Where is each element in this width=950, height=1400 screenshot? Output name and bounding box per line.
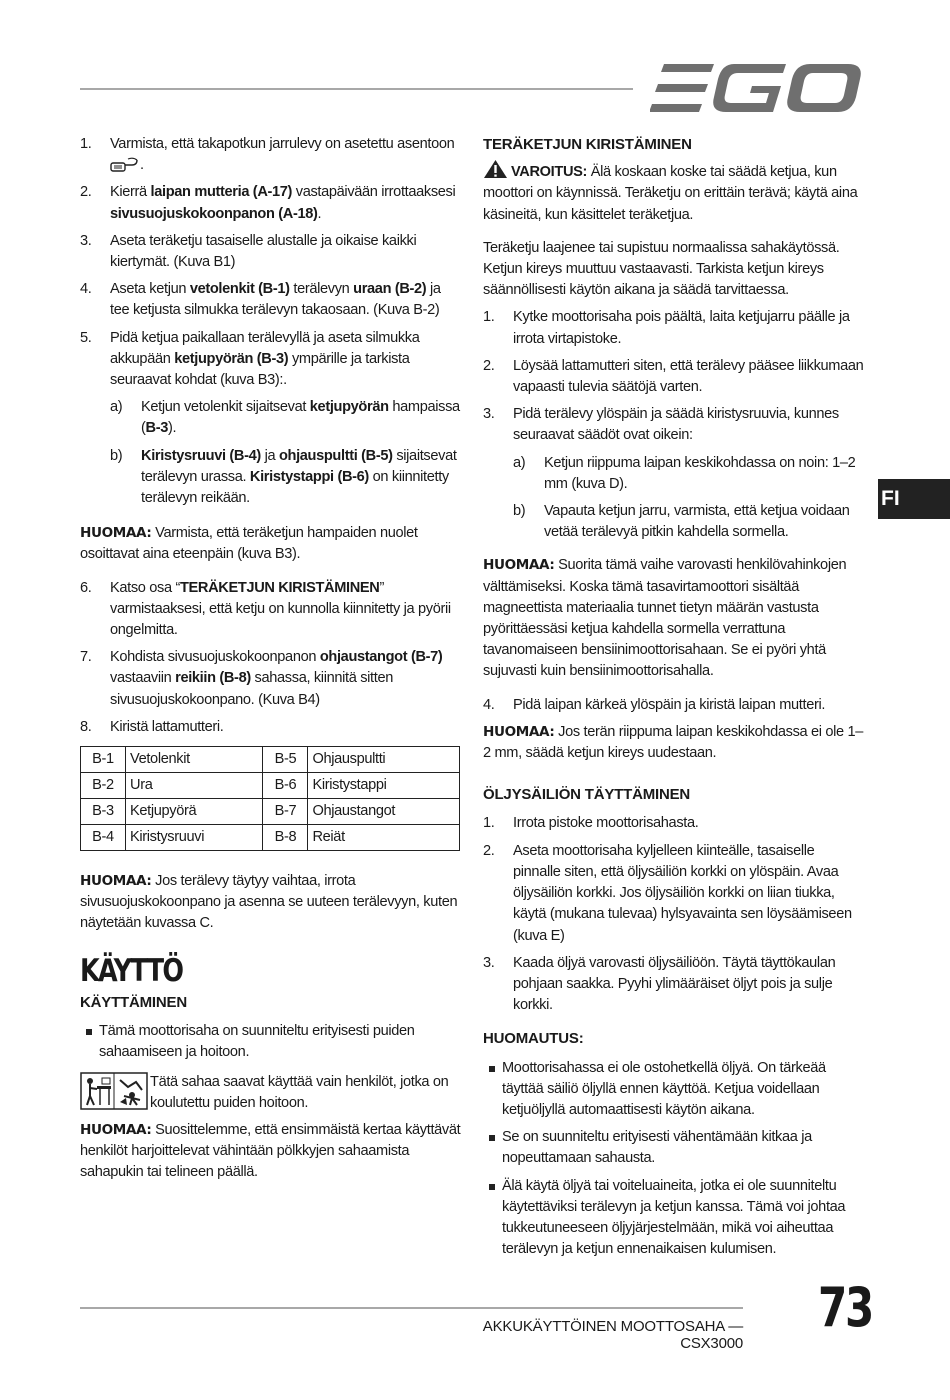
list-item: 8. Kiristä lattamutteri.: [80, 718, 224, 735]
parts-table: [80, 746, 460, 851]
list-item: a) Ketjun riippuma laipan keskikohdassa on noin: 1–2 mm (kuva D).: [513, 454, 856, 492]
list-item: Älä käytä öljyä tai voiteluaineita, jotka ei ole suunniteltu käytettäviksi terälevyn ja ketjun kanssa. Tämä voi johtaa tukkeutuneeseen öljyjärjestelmään, mikä voi aiheuttaa terälevyn ja ketjun ennenaikaisen kulumisen.: [483, 1176, 865, 1261]
note: HUOMAA: Varmista, että teräketjun hampaiden nuolet osoittavat aina eteenpäin (kuva B3).: [80, 525, 418, 563]
footer-title: AKKUKÄYTTÖINEN MOOTTOSAHA — CSX3000: [482, 1318, 743, 1352]
list-item: [80, 328, 462, 516]
tension-steps: [483, 307, 865, 549]
note: HUOMAA: Suosittelemme, että ensimmäistä kertaa käyttävät henkilöt harjoittelevat vähintään pölkkyjen sahaamista sahapukin tai telineen päällä.: [80, 1121, 461, 1181]
assembly-steps-continued: [80, 578, 462, 738]
step-number: 5.: [80, 329, 92, 346]
subsection-title: KÄYTTÄMINEN: [80, 993, 187, 1011]
step-number: 1.: [80, 136, 92, 152]
ego-logo: [650, 62, 862, 114]
step-number: 3.: [80, 232, 92, 249]
list-item: 7. Kohdista sivusuojuskokoonpanon ohjaustangot (B-7) vastaaviin reikiin (B-8) sahassa, kiinnitä sitten sivusuojuskokoonpano. (Kuva B4): [80, 649, 443, 708]
list-item: Tämä moottorisaha on suunniteltu erityisesti puiden sahaamiseen ja hoitoon.: [80, 1021, 462, 1063]
left-column: [80, 134, 462, 1190]
list-item: Se on suunniteltu erityisesti vähentämään kitkaa ja nopeuttamaan sahausta.: [483, 1127, 865, 1169]
list-item: b) Vapauta ketjun jarru, varmista, että ketjua voidaan vetää terälevyä pitkin kahdella sormella.: [513, 503, 850, 541]
step-text: Aseta ketjun vetolenkit (B-1) terälevyn uraan (B-2) ja tee ketjusta silmukka terälevyn takaosaan. (Kuva B-2): [110, 281, 441, 319]
list-item: b) Kiristysruuvi (B-4) ja ohjauspultti (B-5) sijaitsevat terälevyn urassa. Kiristystappi (B-6) on kiinnitetty terälevyn reikään.: [110, 447, 457, 507]
sub-steps: [110, 397, 462, 509]
bullet-icon: [483, 1058, 502, 1122]
bullet-list: [80, 1021, 462, 1063]
step-text: Pidä ketjua paikallaan terälevyllä ja aseta silmukka akkupään ketjupyörän (B-3) ympärille ja tarkista seuraavat kohdat (kuva B3):. a) Ketjun vetolenkit sijaitsevat ketjupyörän hampaissa (B-3). b) Kiristysruuvi (B-4) ja ohjauspultti (B-5) sijaitsevat terälevyn urassa. Kiristystappi (B-6) on kiinnitetty terälevyn reikään.: [110, 328, 462, 516]
step-text: Kierrä laipan mutteria (A-17) vastapäivään irrottaaksesi sivusuojuskokoonpanon (A-18).: [110, 184, 456, 222]
step-text: Aseta teräketju tasaiselle alustalle ja oikaise kaikki kiertymät. (Kuva B1): [110, 232, 417, 271]
warning-icon: [483, 159, 508, 179]
bullet-list: [483, 1058, 865, 1261]
section-title-oil: ÖLJYSÄILIÖN TÄYTTÄMINEN: [483, 786, 691, 804]
table-row: B-4 Kiristysruuvi B-8 Reiät: [81, 825, 460, 851]
note: HUOMAA: Jos terälevy täytyy vaihtaa, irrota sivusuojuskokoonpano ja asenna se uuteen terälevyyn, kuten näytetään kuvassa C.: [80, 873, 458, 932]
footer-rule: [80, 1307, 743, 1309]
list-item: [80, 231, 462, 273]
assembly-steps: [80, 134, 462, 515]
step-text: Varmista, että takapotkun jarrulevy on asetettu asentoon .: [110, 136, 455, 174]
trained-users-notice: Tätä sahaa saavat käyttää vain henkilöt, jotka on koulutettu puiden hoitoon.: [80, 1072, 462, 1114]
list-item: [80, 134, 462, 176]
list-item: 1. Irrota pistoke moottorisahasta.: [483, 815, 699, 832]
list-item: 4. Pidä laipan kärkeä ylöspäin ja kiristä laipan mutteri.: [483, 696, 826, 713]
paragraph: Teräketju laajenee tai supistuu normaalissa sahakäytössä. Ketjun kireys muuttuu vastaavasti. Tarkista ketjun kireys säännöllisesti käytön aikana ja säädä tarvittaessa.: [483, 239, 840, 299]
list-item: [80, 279, 462, 321]
section-title: KÄYTTÖ: [80, 952, 183, 989]
bullet-icon: [483, 1176, 502, 1261]
right-column: [483, 134, 865, 1266]
oil-steps: [483, 813, 865, 1016]
page-number: 73: [818, 1276, 872, 1339]
list-item: 3. Kaada öljyä varovasti öljysäiliöön. Täytä täyttökaulan pohjaan saakka. Pyyhi ylimääräiset öljyt pois ja sulje korkki.: [483, 954, 836, 1014]
list-item: a) Ketjun vetolenkit sijaitsevat ketjupyörän hampaissa (B-3).: [110, 399, 460, 437]
tension-step-4: [483, 695, 865, 716]
list-item: [80, 182, 462, 224]
step-number: 2.: [80, 184, 92, 201]
note: HUOMAA: Suorita tämä vaihe varovasti henkilövahinkojen välttämiseksi. Koska tämä tasavirtamoottori sisältää magneettista materiaalia tunnet tietyn määrän vastusta pyörittäessäsi ketjua kahdella sormella verrattuna tavanomaiseen bensiinimoottorisahaan. Se ei pyöri yhtä sujuvasti kuin bensiinimoottorisahalla.: [483, 557, 847, 680]
table-row: B-2 Ura B-6 Kiristystappi: [81, 773, 460, 799]
language-tab: FI: [878, 479, 950, 519]
list-item: 6. Katso osa “TERÄKETJUN KIRISTÄMINEN” varmistaaksesi, että ketju on kunnolla kiinnitetty ja pyörii ongelmitta.: [80, 579, 451, 639]
section-title-notice: HUOMAUTUS:: [483, 1030, 584, 1048]
trained-operator-icon: [80, 1072, 148, 1110]
bullet-icon: [483, 1127, 502, 1169]
note: HUOMAA: Jos terän riippuma laipan keskikohdassa ei ole 1–2 mm, säädä ketjun kireys uudestaan.: [483, 723, 864, 762]
brake-position-icon: [110, 157, 140, 173]
list-item: 2. Aseta moottorisaha kyljelleen kiinteälle, tasaiselle pinnalle siten, että öljysäiliön korkki on ylöspäin. Avaa öljysäiliön korkki. Jos öljysäiliön korkki on liian tiukka, käytä (mukana tulevaa) hylsyavainta sen löysäämiseen (kuva E): [483, 842, 852, 944]
step-number: 4.: [80, 281, 92, 298]
section-title-chain-tension: TERÄKETJUN KIRISTÄMINEN: [483, 136, 692, 153]
header-rule: [80, 88, 633, 90]
table-row: B-3 Ketjupyörä B-7 Ohjaustangot: [81, 799, 460, 825]
warning: VAROITUS: Älä koskaan koske tai säädä ketjua, kun moottori on käynnissä. Teräketju on erittäin terävä; käytä aina käsineitä, kun käsittelet teräketjua.: [483, 159, 865, 226]
bullet-icon: [80, 1021, 99, 1063]
list-item: 2. Löysää lattamutteri siten, että terälevy pääsee liikkumaan vapaasti tulevia säätöjä varten.: [483, 357, 864, 396]
list-item: Moottorisahassa ei ole ostohetkellä öljyä. On tärkeää täyttää säiliö öljyllä ennen käyttöä. Ketjua voidellaan ketjuöljyllä automaattisesti käytön aikana.: [483, 1058, 865, 1122]
list-item: 1. Kytke moottorisaha pois päältä, laita ketjujarru päälle ja irrota virtapistoke.: [483, 309, 850, 347]
table-row: B-1 Vetolenkit B-5 Ohjauspultti: [81, 747, 460, 773]
list-item: 3. Pidä terälevy ylöspäin ja säädä kiristysruuvia, kunnes seuraavat säädöt ovat oikein: a) Ketjun riippuma laipan keskikohdassa on noin: 1–2 mm (kuva D). b) Vapauta ketjun jarru, varmista, että ketjua voidaan vetää terälevyä pitkin kahdella sormella.: [483, 404, 865, 549]
sub-steps: [513, 453, 865, 544]
